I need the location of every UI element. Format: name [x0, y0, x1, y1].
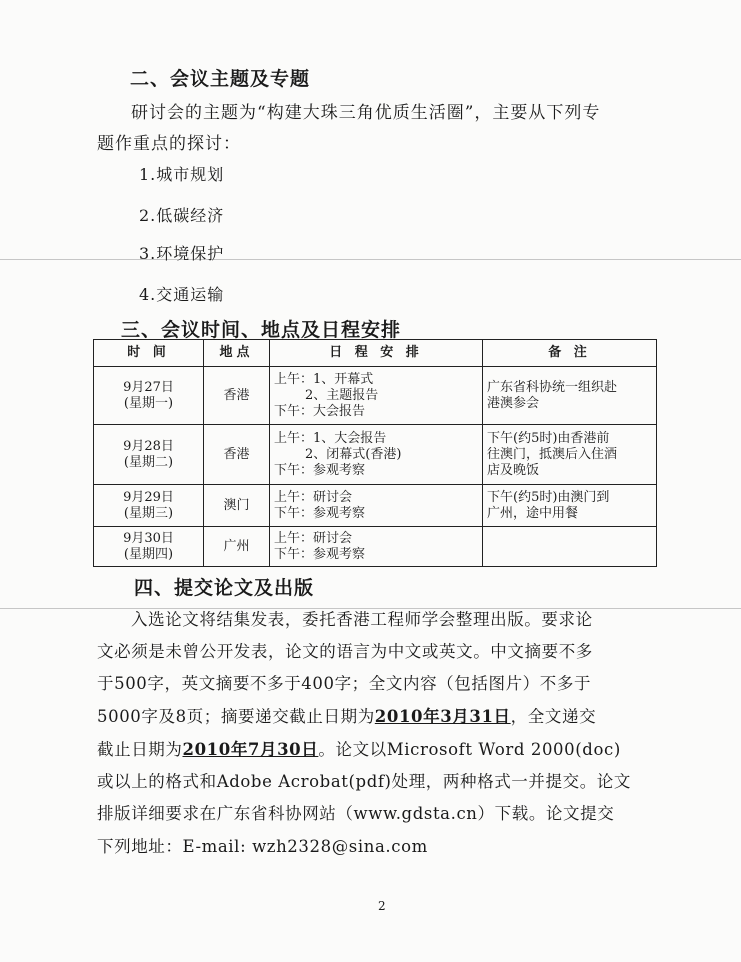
- date-text: 9月29日: [123, 489, 174, 505]
- schedule-line: 上午：研讨会: [274, 489, 353, 505]
- column-header: 备 注: [483, 340, 657, 367]
- column-header: 日 程 安 排: [270, 340, 483, 367]
- section4-heading: 四、提交论文及出版: [134, 577, 315, 599]
- date-cell: [94, 485, 204, 527]
- text-span: 。论文以Microsoft Word 2000(doc): [318, 740, 621, 759]
- note-line: 店及晚饭: [487, 462, 540, 478]
- date-cell: [94, 367, 204, 425]
- place-cell: 香港: [204, 367, 270, 425]
- section3-heading: 三、会议时间、地点及日程安排: [121, 319, 402, 341]
- paragraph-line: 排版详细要求在广东省科协网站（www.gdsta.cn）下载。论文提交: [97, 804, 615, 823]
- note-line: 广东省科协统一组织赴: [487, 379, 618, 395]
- table-row: [94, 425, 657, 485]
- fulltext-deadline: 2010年7月30日: [182, 740, 319, 759]
- note-cell: [483, 485, 657, 527]
- table-row: [94, 367, 657, 425]
- fold-line: [0, 259, 741, 260]
- schedule-cell: [270, 485, 483, 527]
- topic-item: 2.低碳经济: [139, 206, 225, 225]
- schedule-line: 下午：参观考察: [274, 462, 366, 478]
- schedule-cell: [270, 527, 483, 567]
- weekday-text: (星期三): [123, 505, 174, 521]
- place-cell: 澳门: [204, 485, 270, 527]
- schedule-line: 下午：参观考察: [274, 546, 366, 562]
- paragraph-line: 于500字，英文摘要不多于400字；全文内容（包括图片）不多于: [97, 674, 592, 693]
- section2-intro-line: 题作重点的探讨：: [97, 134, 241, 154]
- schedule-line: 2、主题报告: [305, 387, 379, 403]
- topic-item: 1.城市规划: [139, 165, 225, 184]
- section2-heading: 二、会议主题及专题: [130, 68, 311, 90]
- weekday-text: (星期四): [123, 546, 174, 562]
- topic-item: 4.交通运输: [139, 285, 225, 304]
- page-number: 2: [378, 899, 386, 913]
- text-span: 截止日期为: [97, 740, 183, 759]
- note-line: 广州，途中用餐: [487, 505, 579, 521]
- paragraph-line: [97, 703, 596, 727]
- schedule-line: 2、闭幕式(香港): [305, 446, 402, 462]
- paragraph-line: 或以上的格式和Adobe Acrobat(pdf)处理，两种格式一并提交。论文: [97, 772, 631, 791]
- column-header: 地点: [204, 340, 270, 367]
- schedule-cell: [270, 367, 483, 425]
- note-cell: [483, 527, 657, 567]
- text-span: 5000字及8页；摘要递交截止日期为: [97, 707, 375, 726]
- table-row: [94, 485, 657, 527]
- schedule-cell: [270, 425, 483, 485]
- note-cell: [483, 367, 657, 425]
- schedule-line: 下午：大会报告: [274, 403, 366, 419]
- date-cell: [94, 527, 204, 567]
- place-cell: 香港: [204, 425, 270, 485]
- table-header-row: [94, 340, 657, 367]
- date-cell: [94, 425, 204, 485]
- note-line: 下午(约5时)由澳门到: [487, 489, 610, 505]
- date-text: 9月27日: [123, 379, 174, 395]
- schedule-table: [93, 339, 657, 567]
- note-cell: [483, 425, 657, 485]
- topic-item: 3.环境保护: [139, 244, 225, 263]
- schedule-line: 上午：1、大会报告: [274, 430, 387, 446]
- note-line: 港澳参会: [487, 395, 540, 411]
- paragraph-line: [97, 736, 621, 760]
- date-text: 9月28日: [123, 438, 174, 454]
- schedule-line: 上午：研讨会: [274, 530, 353, 546]
- paragraph-line: 下列地址：E-mail: wzh2328@sina.com: [97, 837, 428, 856]
- text-span: ，全文递交: [510, 707, 597, 726]
- schedule-line: 下午：参观考察: [274, 505, 366, 521]
- place-cell: 广州: [204, 527, 270, 567]
- note-line: 往澳门，抵澳后入住酒: [487, 446, 618, 462]
- section2-intro-line: 研讨会的主题为“构建大珠三角优质生活圈”，主要从下列专: [131, 103, 601, 123]
- weekday-text: (星期二): [123, 454, 174, 470]
- weekday-text: (星期一): [123, 395, 174, 411]
- paragraph-line: 入选论文将结集发表，委托香港工程师学会整理出版。要求论: [131, 610, 593, 629]
- schedule-line: 上午：1、开幕式: [274, 371, 374, 387]
- date-text: 9月30日: [123, 530, 174, 546]
- column-header: 时 间: [94, 340, 204, 367]
- table-row: [94, 527, 657, 567]
- abstract-deadline: 2010年3月31日: [374, 707, 511, 726]
- note-line: 下午(约5时)由香港前: [487, 430, 610, 446]
- paragraph-line: 文必须是未曾公开发表，论文的语言为中文或英文。中文摘要不多: [97, 642, 593, 661]
